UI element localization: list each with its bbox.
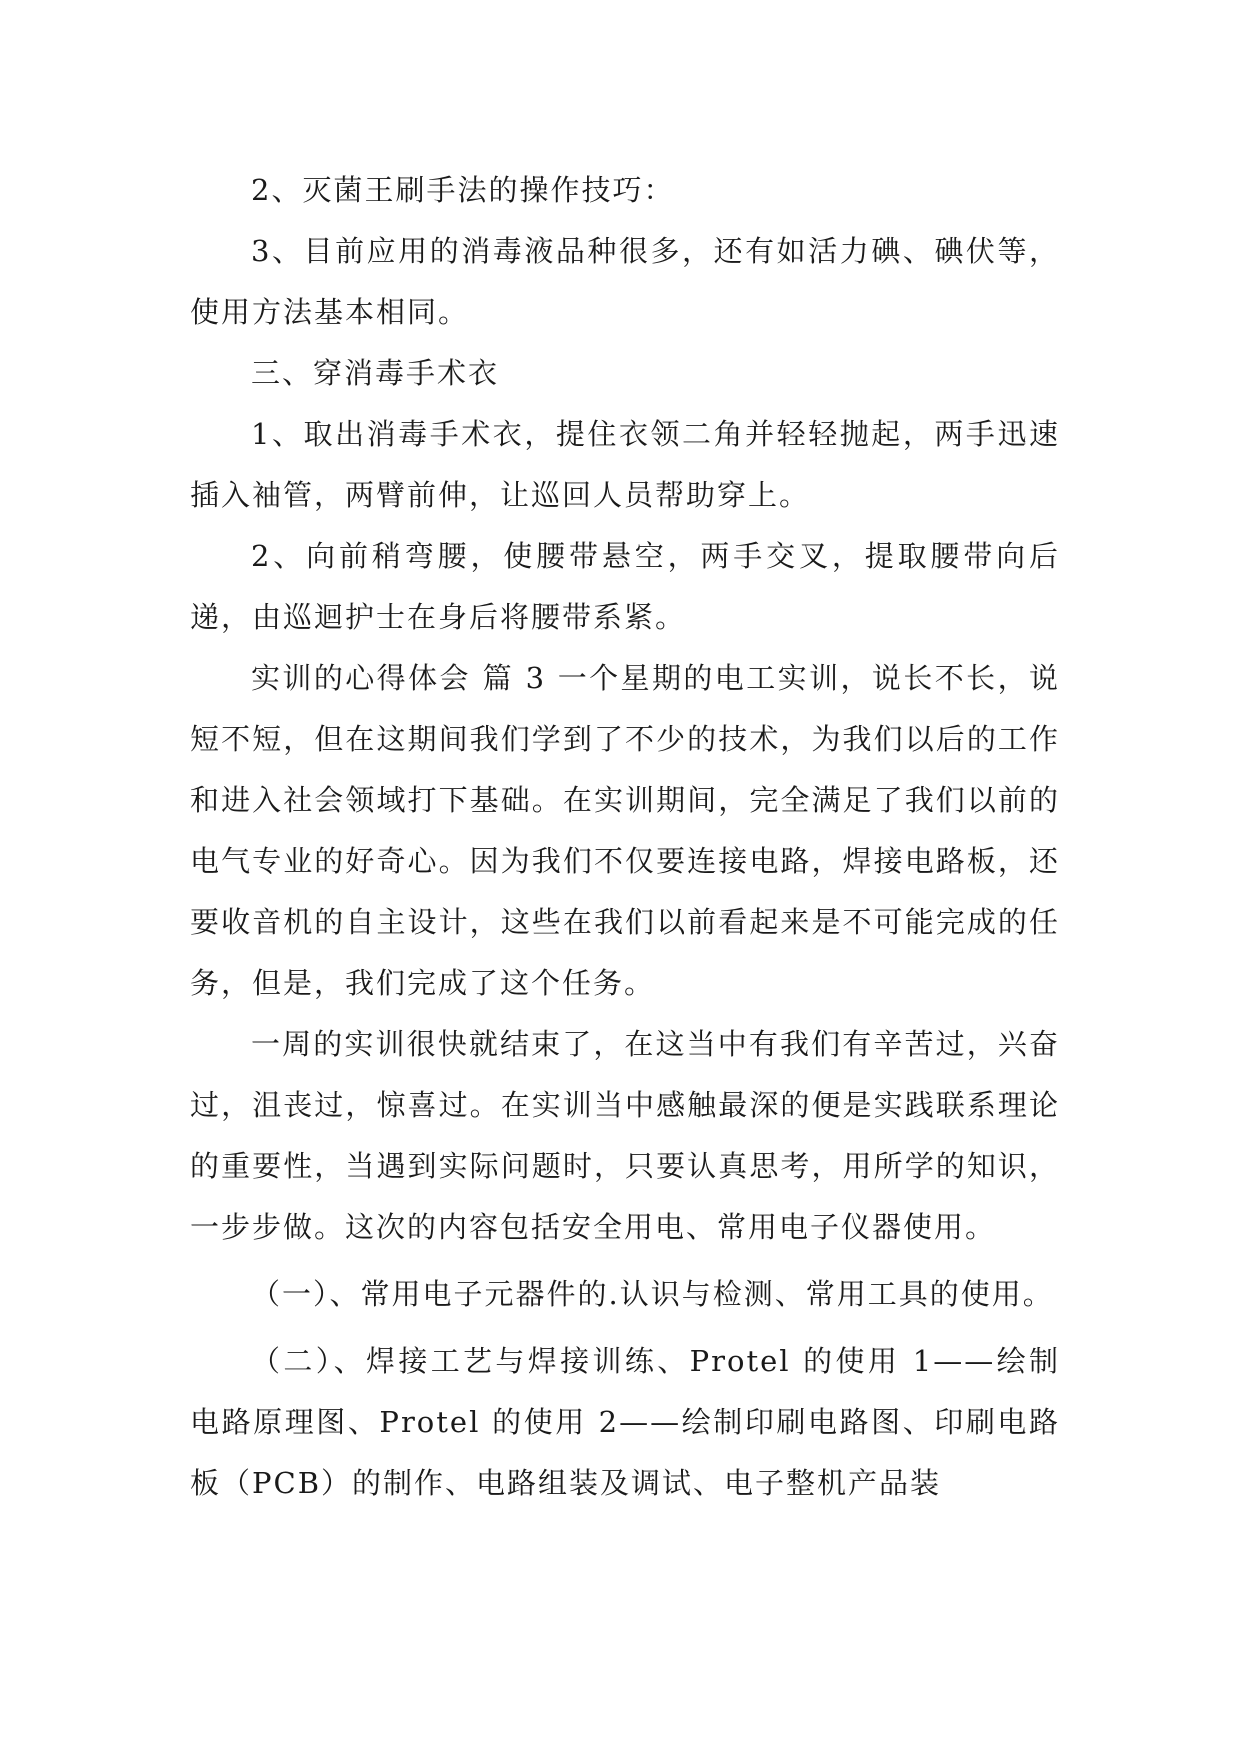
paragraph-1: 2、灭菌王刷手法的操作技巧： bbox=[251, 173, 675, 207]
paragraph-8: （一）、常用电子元器件的.认识与检测、常用工具的使用。 bbox=[251, 1277, 1054, 1311]
paragraph-5: 2、向前稍弯腰，使腰带悬空，两手交叉，提取腰带向后递，由巡迴护士在身后将腰带系紧。 bbox=[190, 539, 1060, 634]
paragraph-6: 实训的心得体会 篇 3 一个星期的电工实训，说长不长，说短不短，但在这期间我们学到了不少的技术，为我们以后的工作和进入社会领域打下基础。在实训期间，完全满足了我们以前的电气专业的好奇心。因为我们不仅要连接电路，焊接电路板，还要收音机的自主设计，这些在我们以前看起来是不可能完成的任务，但是，我们完成了这个任务。 bbox=[190, 661, 1060, 1000]
paragraph-2: 3、目前应用的消毒液品种很多，还有如活力碘、碘伏等，使用方法基本相同。 bbox=[190, 234, 1060, 329]
paragraph-3: 三、穿消毒手术衣 bbox=[251, 356, 500, 390]
paragraph-9: （二）、焊接工艺与焊接训练、Protel 的使用 1——绘制电路原理图、Protel 的使用 2——绘制印刷电路图、印刷电路板（PCB）的制作、电路组装及调试、电子整机产品装 bbox=[190, 1344, 1060, 1500]
paragraph-7: 一周的实训很快就结束了，在这当中有我们有辛苦过，兴奋过，沮丧过，惊喜过。在实训当中感触最深的便是实践联系理论的重要性，当遇到实际问题时，只要认真思考，用所学的知识，一步步做。这次的内容包括安全用电、常用电子仪器使用。 bbox=[190, 1027, 1060, 1244]
document-body bbox=[190, 160, 1060, 1514]
paragraph-4: 1、取出消毒手术衣，提住衣领二角并轻轻抛起，两手迅速插入袖管，两臂前伸，让巡回人员帮助穿上。 bbox=[190, 417, 1060, 512]
